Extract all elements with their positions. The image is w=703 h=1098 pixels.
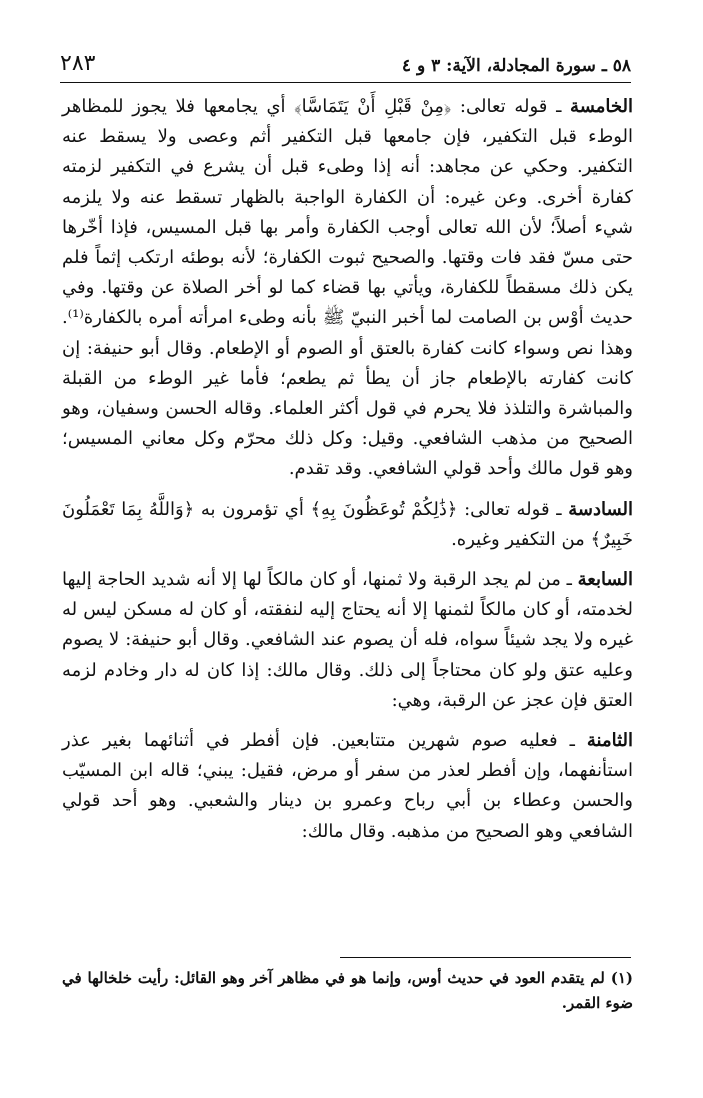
page-number: ٢٨٣ [60, 51, 96, 76]
paragraph-text: ـ قوله تعالى: ﴿مِنْ قَبْلِ أَنْ يَتَمَاسَّا﴾ أي يجامعها فلا يجوز للمظاهر الوطء قبل التكفير، فإن جامعها قبل التكفير أثم وعصى ولا يسقط عنه التكفير. وحكي عن مجاهد: أنه إذا وطىء قبل أن يشرع في التكفير لزمته كفارة أخرى. وعن غيره: أن الكفارة الواجبة بالظهار تسقط عنه ولا يلزمه شيء أصلاً؛ لأن الله تعالى أوجب الكفارة وأمر بها قبل المسيس، فإذا أخّرها حتى مسّ فقد فات وقتها. والصحيح ثبوت الكفارة؛ لأنه بوطئه ارتكب إثماً فلم يكن ذلك مسقطاً للكفارة، ويأتي بها قضاء كما لو أخر الصلاة عن وقتها. وفي حديث أوْس بن الصامت لما أخبر النبيّ ﷺ بأنه وطىء امرأته أمره بالكفارة⁽¹⁾. وهذا نص وسواء كانت كفارة بالعتق أو الصوم أو الإطعام. وقال أبو حنيفة: إن كانت كفارته بالإطعام جاز أن يطأ ثم يطعم؛ فأما غير الوطء من القبلة والمباشرة والتلذذ فلا يحرم في قول أكثر العلماء. وقاله الحسن وسفيان، وهو الصحيح من مذهب الشافعي. وقيل: وكل ذلك محرّم وكل معاني المسيس؛ وهو قول مالك وأحد قولي الشافعي. وقد تقدم. [62, 96, 633, 480]
header-rule [60, 82, 631, 83]
paragraph-sixth [62, 495, 633, 555]
issue-label: السادسة [568, 498, 633, 520]
paragraph-fifth [62, 92, 633, 485]
issue-label: الثامنة [586, 730, 633, 752]
paragraph-text: ـ فعليه صوم شهرين متتابعين. فإن أفطر في أثنائهما بغير عذر استأنفهما، وإن أفطر لعذر من سفر أو مرض، فقيل: يبني؛ قاله ابن المسيّب والحسن وعطاء بن أبي رباح وعمرو بن دينار والشعبي. وهو أحد قولي الشافعي وهو الصحيح من مذهبه. وقال مالك: [62, 730, 633, 842]
footnote-separator [340, 957, 631, 958]
issue-label: السابعة [577, 569, 633, 591]
footnote: (١) لم يتقدم العود في حديث أوس، وإنما هو في مظاهر آخر وهو القائل: رأيت خلخالها في ضوء القمر. [62, 969, 633, 1012]
paragraph-text: ـ من لم يجد الرقبة ولا ثمنها، أو كان مالكاً لها إلا أنه شديد الحاجة إليها لخدمته، أو كان مالكاً لثمنها إلا أنه يحتاج إليه لنفقته، أو كان له مسكن ليس له غيره ولا يجد شيئاً سواه، فله أن يصوم عند الشافعي. وقال أبو حنيفة: لا يصوم وعليه عتق ولو كان محتاجاً إلى ذلك. وقال مالك: إذا كان له دار وخادم لزمه العتق فإن عجز عن الرقبة، وهي: [62, 569, 633, 711]
issue-label: الخامسة [570, 96, 633, 117]
paragraph-seventh [62, 565, 633, 716]
paragraph-eighth [62, 726, 633, 847]
header-title: ٥٨ ـ سورة المجادلة، الآية: ٣ و ٤ [401, 56, 631, 76]
main-text [62, 92, 633, 847]
paragraph-text: ـ قوله تعالى: ﴿ذَٰلِكُمْ تُوعَظُونَ بِهِ﴾ أي تؤمرون به ﴿وَاللَّهُ بِمَا تَعْمَلُونَ خَبِيرٌ﴾ من التكفير وغيره. [62, 498, 633, 550]
running-header [60, 40, 631, 76]
